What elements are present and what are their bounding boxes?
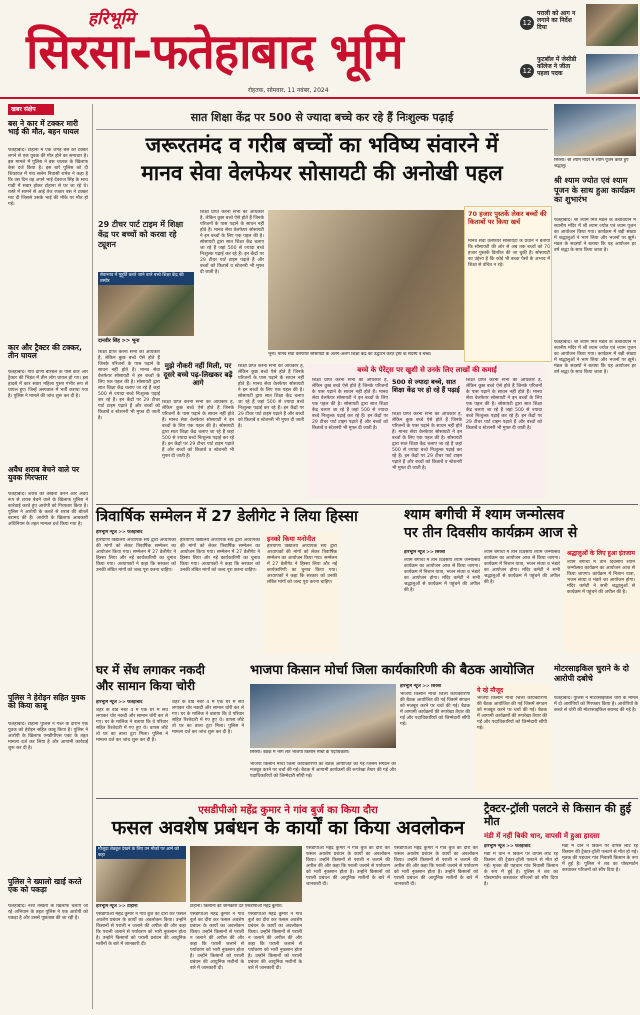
lead-subhead: बच्चे के पेरेंट्स पर खुशी से उनके लिए लाखों की कमाई — [357, 366, 497, 374]
teaser-1[interactable] — [520, 4, 638, 50]
sidebar-tag: खबर संक्षेप — [8, 104, 54, 115]
lead-photo-small — [98, 272, 194, 336]
sammelan-byline: हरिभूमि न्यूज >> फतेहाबाद — [96, 530, 143, 535]
bjp-byline: हरिभूमि न्यूज >> सिरसा — [400, 684, 442, 689]
lead-body-col4: शिक्षा प्राप्त करना सभी का अधिकार है, लेकिन कुछ बच्चे ऐसे होते हैं जिनके परिजनों के पास पढ़ाने के साधन नहीं होते हैं। मानव सेवा वेलफेयर सोसायटी ने इन बच्चों के लिए एक पहल की है। सोसायटी द्वारा सात शिक्षा केंद्र चलाए जा रहे हैं जहां 500 से ज्यादा बच्चे निःशुल्क पढ़ाई कर रहे हैं। इन केंद्रों पर 29 टीचर पार्ट टाइम पढ़ाते हैं और बच्चों को किताबें व स्टेशनरी भी मुफ्त दी जाती है। — [238, 364, 304, 429]
teaser-2[interactable] — [520, 52, 638, 96]
brief-body: फतेहाबाद। शराब की तस्करी करने और अवैध रूप से शराब बेचने वाले के खिलाफ पुलिस ने कार्रवाई करते हुए आरोपी को गिरफ्तार किया है। पुलिस ने आरोपी के कब्जे से शराब की बोतलें बरामद की हैं। आरोपी के खिलाफ आबकारी अधिनियम के तहत मामला दर्ज किया गया है। — [8, 492, 88, 527]
bjp-body: भाजपा किसान मोर्चा जिला कार्यकारिणी की बैठक आयोजित की गई जिसमें संगठन को मजबूत करने पर चर्चा की गई। बैठक में आगामी कार्यक्रमों की रूपरेखा तैयार की गई और पदाधिकारियों को जिम्मेदारी सौंपी गई। — [400, 692, 470, 727]
shyam-box-body: श्याम बगीची में तीन दिवसीय श्याम जन्मोत्सव कार्यक्रम का आयोजन आज से किया जाएगा। कार्यक्रम में निशान यात्रा, भजन संध्या व भंडारे का आयोजन होगा। मंदिर कमेटी ने सभी श्रद्धालुओं से कार्यक्रम में पहुंचने की अपील की है। — [567, 560, 635, 595]
brief-body: फतेहाबाद। टोहाना में एक जगह बस की टक्कर लगने से एक युवक की मौत होने का समाचार है। इस मामले में पुलिस ने बस चालक के खिलाफ केस दर्ज किया है। इस बारे पुलिस को दी शिकायत में गांव सलेम निवासी रामेश ने कहा है कि उस दिन वह अपने भाई देवराज सिंह के साथ गाड़ी में सवार होकर टोहाना से घर जा रहे थे। रास्ते में सामने से आई तेज रफ्तार बस ने टक्कर मार दी जिससे उसके भाई की मौके पर मौत हो गई। — [8, 148, 88, 207]
photo-label: सेवाभाव में मुहूर्ति करते जाने वाले बच्चे शिक्षा केंद्र की तस्वीर — [98, 272, 194, 285]
right-headline[interactable]: श्री श्याम ज्योत एवं श्याम पूजन के साथ हुआ कार्यक्रम का शुभारंभ — [554, 176, 636, 204]
lead-body-col1: शिक्षा प्राप्त करना सभी का अधिकार है, लेकिन कुछ बच्चे ऐसे होते हैं जिनके परिजनों के पास पढ़ाने के साधन नहीं होते हैं। मानव सेवा वेलफेयर सोसायटी ने इन बच्चों के लिए एक पहल की है। सोसायटी द्वारा सात शिक्षा केंद्र चलाए जा रहे हैं जहां 500 से ज्यादा बच्चे निःशुल्क पढ़ाई कर रहे हैं। इन केंद्रों पर 29 टीचर पार्ट टाइम पढ़ाते हैं और बच्चों को किताबें व स्टेशनरी भी मुफ्त दी जाती है। — [200, 210, 264, 275]
bjp-caption: सिरसा। बैठक में भाग लेते भाजपा किसान मोर्चा के पदाधिकारी। — [250, 750, 350, 755]
lead-kicker[interactable]: सात शिक्षा केंद्र पर 500 से ज्यादा बच्चे कर रहे हैं निःशुल्क पढ़ाई — [96, 110, 548, 130]
lead-byline: दानवीर सिंह >> भूना — [98, 338, 140, 344]
lead-headline-2[interactable]: मानव सेवा वेलफेयर सोसायटी की अनोखी पहल — [141, 161, 503, 185]
tractor-body-2: मंडी में धान न बिकने पर वापस लौट रहे किसान की ट्रैक्टर-ट्रॉली पलटने से मौत हो गई। मृतक की पहचान गांव निवासी किसान के रूप में हुई है। पुलिस ने शव का पोस्टमार्टम करवाकर परिजनों को सौंप दिया है। — [562, 844, 638, 873]
teaser-text: पराली को आग न लगाने का निर्देश दिया — [537, 10, 576, 31]
shyam-box — [564, 548, 638, 654]
bjp-box-body: भाजपा किसान मोर्चा जिला कार्यकारिणी की बैठक आयोजित की गई जिसमें संगठन को मजबूत करने पर चर्चा की गई। बैठक में आगामी कार्यक्रमों की रूपरेखा तैयार की गई और पदाधिकारियों को जिम्मेदारी सौंपी गई। — [477, 696, 547, 731]
books-box-body: मानव सेवा वेलफेयर सोसायटी के प्रधान ने बताया कि सोसायटी की ओर से अब तक बच्चों को 70 हजार पुस्तकें वितरित की जा चुकी हैं। सोसायटी का उद्देश्य है कि कोई भी बच्चा पैसों के अभाव में शिक्षा से वंचित न रहे। — [468, 239, 550, 268]
tractor-byline: हरिभूमि न्यूज >> फतेहाबाद — [484, 844, 531, 849]
teaser-photo — [586, 4, 638, 46]
bjp-photo — [250, 684, 396, 748]
bjp-story — [250, 664, 550, 794]
books-box-headline[interactable]: 70 हजार पुस्तकें लेकर बच्चों की किताबों पर किया खर्च — [468, 210, 547, 226]
sammelan-body-2: हरियाणा विद्यालय अध्यापक संघ द्वारा अध्यापकों की मांगों को लेकर त्रिवार्षिक सम्मेलन का आयोजन किया गया। सम्मेलन में 27 डेलीगेट ने हिस्सा लिया और नई कार्यकारिणी का चुनाव किया गया। अध्यापकों ने कहा कि सरकार को उनकी लंबित मांगों को जल्द पूरा करना चाहिए। — [180, 538, 260, 573]
crop-body-3: एसडीपीओ महेंद्र कुमार ने गांव बुर्ज का दौरा कर फसल अवशेष प्रबंधन के कार्यों का अवलोकन किया। उन्होंने किसानों से पराली न जलाने की अपील की और कहा कि पराली जलाने से पर्यावरण को भारी नुकसान होता है। उन्होंने किसानों को पराली प्रबंधन की आधुनिक मशीनों के बारे में जानकारी दी। — [248, 912, 302, 971]
crop-byline: हरिभूमि न्यूज >> टोहाना — [96, 904, 138, 909]
crop-headline[interactable]: फसल अवशेष प्रबंधन के कार्यों का किया अवलोकन — [111, 817, 465, 839]
lead-subhead-box — [308, 364, 546, 498]
page-title: सिरसा-फतेहाबाद भूमि — [26, 24, 403, 80]
crop-body-2: एसडीपीओ महेंद्र कुमार ने गांव बुर्ज का दौरा कर फसल अवशेष प्रबंधन के कार्यों का अवलोकन किया। उन्होंने किसानों से पराली न जलाने की अपील की और कहा कि पराली जलाने से पर्यावरण को भारी नुकसान होता है। उन्होंने किसानों को पराली प्रबंधन की आधुनिक मशीनों के बारे में जानकारी दी। — [190, 912, 244, 971]
moto-story — [554, 664, 638, 794]
shyam-headline-2[interactable]: पर तीन दिवसीय कार्यक्रम आज से — [404, 525, 578, 541]
brief-headline[interactable]: बस ने कार में टक्कर मारी भाई की मौत, बहन घायल — [8, 119, 79, 137]
tractor-story — [484, 802, 638, 1010]
crop-body-4: एसडीपीओ महेंद्र कुमार ने गांव बुर्ज का दौरा कर फसल अवशेष प्रबंधन के कार्यों का अवलोकन किया। उन्होंने किसानों से पराली न जलाने की अपील की और कहा कि पराली जलाने से पर्यावरण को भारी नुकसान होता है। उन्होंने किसानों को पराली प्रबंधन की आधुनिक मशीनों के बारे में जानकारी दी। — [306, 846, 390, 887]
dateline: रोहतक, सोमवार, 11 नवंबर, 2024 — [248, 87, 329, 94]
theft-body-2: शहर के वार्ड नंबर 4 में एक घर में सेंध लगाकर चोर नकदी और सामान चोरी कर ले गए। घर के मालिक ने बताया कि वे परिवार सहित रिश्तेदारी में गए हुए थे। वापस लौटे तो घर का ताला टूटा मिला। पुलिस ने मामला दर्ज कर जांच शुरू कर दी है। — [172, 700, 244, 735]
lead-side-head: 500 से ज्यादा बच्चे, सात शिक्षा केंद्र पर हो रहे हैं पढ़ाई — [392, 378, 460, 394]
right-top-photo — [554, 104, 636, 156]
crop-body-5: एसडीपीओ महेंद्र कुमार ने गांव बुर्ज का दौरा कर फसल अवशेष प्रबंधन के कार्यों का अवलोकन किया। उन्होंने किसानों से पराली न जलाने की अपील की और कहा कि पराली जलाने से पर्यावरण को भारी नुकसान होता है। उन्होंने किसानों को पराली प्रबंधन की आधुनिक मशीनों के बारे में जानकारी दी। — [394, 846, 478, 887]
crop-kicker[interactable]: एसडीपीओ महेंद्र कुमार ने गांव बुर्ज का किया दौरा — [198, 805, 378, 816]
brief-headline[interactable]: पुलिस ने हेरोइन सहित युवक को किया काबू — [8, 693, 86, 711]
lead-quote: मुझे नौकरी नहीं मिली, पर दूसरे बच्चे पढ़-लिखकर बढ़ें आगे — [163, 362, 233, 387]
tractor-body: मंडी में धान न बिकने पर वापस लौट रहे किसान की ट्रैक्टर-ट्रॉली पलटने से मौत हो गई। मृतक की पहचान गांव निवासी किसान के रूप में हुई है। पुलिस ने शव का पोस्टमार्टम करवाकर परिजनों को सौंप दिया है। — [484, 852, 558, 887]
lead-headline-1[interactable]: जरूरतमंद व गरीब बच्चों का भविष्य संवारने में — [145, 133, 499, 157]
column-rule — [92, 104, 93, 1009]
masthead — [0, 0, 520, 98]
bjp-box-headline: ये रहे मौजूद — [477, 687, 504, 694]
sidebar — [8, 104, 88, 1009]
bjp-box — [474, 684, 550, 792]
bjp-headline[interactable]: भाजपा किसान मोर्चा जिला कार्यकारिणी की बैठक आयोजित — [250, 663, 534, 678]
books-box — [464, 206, 552, 362]
teaser-text: फुटबॉल में जेसीडी कॉलेज ने जीता पहला पदक — [537, 56, 577, 77]
brief-body: फतेहाबाद। टोहाना पुलिस ने गश्त के दौरान एक युवक को हेरोइन सहित काबू किया है। पुलिस ने आरोपी के खिलाफ एनडीपीएस एक्ट के तहत मामला दर्ज कर लिया है और आगामी कार्रवाई शुरू कर दी है। — [8, 722, 88, 751]
theft-headline-1[interactable]: घर में सेंध लगाकर नकदी — [96, 663, 205, 677]
brief-body: फतेहाबाद। गांव ढाणी बीरबल के पास कार और ट्रैक्टर की भिड़ंत में तीन लोग घायल हो गए। इस हादसे में कार सवार महिला पुरुष गंभीर रूप से घायल हुए। जिन्हें अस्पताल में भर्ती कराया गया है। पुलिस ने मामले की जांच शुरू कर दी है। — [8, 370, 88, 399]
tractor-headline[interactable]: ट्रैक्टर-ट्रॉली पलटने से किसान की हुई मौत — [484, 802, 632, 828]
shyam-story — [404, 508, 638, 658]
section-divider — [96, 798, 638, 799]
right-top-caption: सिरसा। श्री श्याम मंदिर में श्याम पूजन करते हुए श्रद्धालु। — [554, 158, 629, 169]
sammelan-body: हरियाणा विद्यालय अध्यापक संघ द्वारा अध्यापकों की मांगों को लेकर त्रिवार्षिक सम्मेलन का आयोजन किया गया। सम्मेलन में 27 डेलीगेट ने हिस्सा लिया और नई कार्यकारिणी का चुनाव किया गया। अध्यापकों ने कहा कि सरकार को उनकी लंबित मांगों को जल्द पूरा करना चाहिए। — [96, 538, 176, 573]
right-body: फतेहाबाद। श्री श्याम मित्र मंडल के तत्वावधान में स्थानीय मंदिर में श्री श्याम ज्योत एवं श्याम पूजन का आयोजन किया गया। कार्यक्रम में बड़ी संख्या में श्रद्धालुओं ने भाग लिया और भजनों पर झूमे। मंडल के सदस्यों ने बताया कि यह आयोजन हर वर्ष श्रद्धा के साथ किया जाता है। — [554, 218, 636, 253]
shyam-headline-1[interactable]: श्याम बगीची में श्याम जन्मोत्सव — [404, 507, 565, 523]
crop-photo-caption: टोहाना। किसानों को जानकारी देते एसडीपीओ महेंद्र कुमार। — [190, 904, 283, 909]
sammelan-story — [96, 508, 396, 658]
lead-teaser: 29 टीचर पार्ट टाइम में शिक्षा केंद्र पर बच्चों को करवा रहे ट्यूशन — [98, 220, 184, 249]
lead-body-col3: शिक्षा प्राप्त करना सभी का अधिकार है, लेकिन कुछ बच्चे ऐसे होते हैं जिनके परिजनों के पास पढ़ाने के साधन नहीं होते हैं। मानव सेवा वेलफेयर सोसायटी ने इन बच्चों के लिए एक पहल की है। सोसायटी द्वारा सात शिक्षा केंद्र चलाए जा रहे हैं जहां 500 से ज्यादा बच्चे निःशुल्क पढ़ाई कर रहे हैं। इन केंद्रों पर 29 टीचर पार्ट टाइम पढ़ाते हैं और बच्चों को किताबें व स्टेशनरी भी मुफ्त दी जाती है। — [162, 400, 234, 459]
sammelan-headline[interactable]: त्रिवार्षिक सम्मेलन में 27 डेलीगेट ने लिया हिस्सा — [96, 507, 358, 525]
lead-body-col5: शिक्षा प्राप्त करना सभी का अधिकार है, लेकिन कुछ बच्चे ऐसे होते हैं जिनके परिजनों के पास पढ़ाने के साधन नहीं होते हैं। मानव सेवा वेलफेयर सोसायटी ने इन बच्चों के लिए एक पहल की है। सोसायटी द्वारा सात शिक्षा केंद्र चलाए जा रहे हैं जहां 500 से ज्यादा बच्चे निःशुल्क पढ़ाई कर रहे हैं। इन केंद्रों पर 29 टीचर पार्ट टाइम पढ़ाते हैं और बच्चों को किताबें व स्टेशनरी भी मुफ्त दी जाती है। — [466, 378, 542, 431]
brief-body: फतेहाबाद। नशा तस्करों के खिलाफ चलाए जा रहे अभियान के तहत पुलिस ने एक आरोपी को पकड़ा है और उससे पूछताछ की जा रही है। — [8, 904, 88, 921]
inline-box-body: हरियाणा विद्यालय अध्यापक संघ द्वारा अध्यापकों की मांगों को लेकर त्रिवार्षिक सम्मेलन का आयोजन किया गया। सम्मेलन में 27 डेलीगेट ने हिस्सा लिया और नई कार्यकारिणी का चुनाव किया गया। अध्यापकों ने कहा कि सरकार को उनकी लंबित मांगों को जल्द पूरा करना चाहिए। — [267, 544, 337, 585]
lead-photo-caption: भूना। मानव सेवा वेलफेयर सोसायटी के अलग-अलग शिक्षा केंद्र का उद्घाटन करते ट्रस्ट के सदस्य व बच्चे। — [268, 352, 432, 357]
theft-story — [96, 664, 246, 794]
moto-headline[interactable]: मोटरसाइकिल चुराने के दो आरोपी दबोचे — [554, 664, 629, 683]
shyam-body: श्याम बगीची में तीन दिवसीय श्याम जन्मोत्सव कार्यक्रम का आयोजन आज से किया जाएगा। कार्यक्रम में निशान यात्रा, भजन संध्या व भंडारे का आयोजन होगा। मंदिर कमेटी ने सभी श्रद्धालुओं से कार्यक्रम में पहुंचने की अपील की है। — [404, 558, 480, 593]
crop-photo-2 — [190, 846, 302, 902]
brief-headline[interactable]: कार और ट्रैक्टर की टक्कर, तीन घायल — [8, 343, 82, 361]
crop-photo-1 — [96, 846, 186, 902]
teaser-photo — [586, 54, 638, 94]
right-extra-body: फतेहाबाद। श्री श्याम मित्र मंडल के तत्वावधान में स्थानीय मंदिर में श्री श्याम ज्योत एवं श्याम पूजन का आयोजन किया गया। कार्यक्रम में बड़ी संख्या में श्रद्धालुओं ने भाग लिया और भजनों पर झूमे। मंडल के सदस्यों ने बताया कि यह आयोजन हर वर्ष श्रद्धा के साथ किया जाता है। — [554, 340, 636, 375]
teaser-page-badge: 12 — [520, 64, 534, 78]
photo-label: मौजूदा शेड्यूल देखने के लिए उन मौकों पर आने को कहा — [96, 846, 186, 859]
lead-body-col2: शिक्षा प्राप्त करना सभी का अधिकार है, लेकिन कुछ बच्चे ऐसे होते हैं जिनके परिजनों के पास पढ़ाने के साधन नहीं होते हैं। मानव सेवा वेलफेयर सोसायटी ने इन बच्चों के लिए एक पहल की है। सोसायटी द्वारा सात शिक्षा केंद्र चलाए जा रहे हैं जहां 500 से ज्यादा बच्चे निःशुल्क पढ़ाई कर रहे हैं। इन केंद्रों पर 29 टीचर पार्ट टाइम पढ़ाते हैं और बच्चों को किताबें व स्टेशनरी भी मुफ्त दी जाती है। — [98, 350, 160, 421]
theft-body: शहर के वार्ड नंबर 4 में एक घर में सेंध लगाकर चोर नकदी और सामान चोरी कर ले गए। घर के मालिक ने बताया कि वे परिवार सहित रिश्तेदारी में गए हुए थे। वापस लौटे तो घर का ताला टूटा मिला। पुलिस ने मामला दर्ज कर जांच शुरू कर दी है। — [96, 708, 168, 743]
theft-headline-2[interactable]: और सामान किया चोरी — [96, 679, 196, 693]
crop-body-1: एसडीपीओ महेंद्र कुमार ने गांव बुर्ज का दौरा कर फसल अवशेष प्रबंधन के कार्यों का अवलोकन किया। उन्होंने किसानों से पराली न जलाने की अपील की और कहा कि पराली जलाने से पर्यावरण को भारी नुकसान होता है। उन्होंने किसानों को पराली प्रबंधन की आधुनिक मशीनों के बारे में जानकारी दी। — [96, 912, 186, 947]
teaser-page-badge: 12 — [520, 16, 534, 30]
bjp-body-2: भाजपा किसान मोर्चा जिला कार्यकारिणी की बैठक आयोजित की गई जिसमें संगठन को मजबूत करने पर चर्चा की गई। बैठक में आगामी कार्यक्रमों की रूपरेखा तैयार की गई और पदाधिकारियों को जिम्मेदारी सौंपी गई। — [250, 762, 396, 779]
moto-body: फतेहाबाद। पुलिस ने मोटरसाइकिल चोरी के मामले में दो आरोपियों को गिरफ्तार किया है। आरोपियों के कब्जे से चोरी की मोटरसाइकिल बरामद की गई है। — [554, 696, 638, 713]
crop-story — [96, 802, 480, 1010]
shyam-byline: हरिभूमि न्यूज >> सिरसा — [404, 550, 446, 555]
masthead-divider — [0, 97, 640, 99]
inline-box-headline: इनको किया मनोनीत — [267, 535, 316, 543]
shyam-body-2: श्याम बगीची में तीन दिवसीय श्याम जन्मोत्सव कार्यक्रम का आयोजन आज से किया जाएगा। कार्यक्रम में निशान यात्रा, भजन संध्या व भंडारे का आयोजन होगा। मंदिर कमेटी ने सभी श्रद्धालुओं से कार्यक्रम में पहुंचने की अपील की है। — [484, 550, 560, 585]
brand-logo: हरिभूमि — [88, 9, 135, 29]
brief-headline[interactable]: अवैध शराब बेचने वाले पर युवक गिरफ्तार — [8, 465, 80, 483]
theft-byline: हरिभूमि न्यूज >> फतेहाबाद — [96, 700, 143, 705]
brief-headline[interactable]: पुलिस ने ख्यालो खाई करते एक को पकड़ा — [8, 877, 82, 895]
lead-subhead-body: शिक्षा प्राप्त करना सभी का अधिकार है, लेकिन कुछ बच्चे ऐसे होते हैं जिनके परिजनों के पास पढ़ाने के साधन नहीं होते हैं। मानव सेवा वेलफेयर सोसायटी ने इन बच्चों के लिए एक पहल की है। सोसायटी द्वारा सात शिक्षा केंद्र चलाए जा रहे हैं जहां 500 से ज्यादा बच्चे निःशुल्क पढ़ाई कर रहे हैं। इन केंद्रों पर 29 टीचर पार्ट टाइम पढ़ाते हैं और बच्चों को किताबें व स्टेशनरी भी मुफ्त दी जाती है। — [312, 378, 388, 431]
shyam-box-headline: श्रद्धालुओं के लिए हुआ इंतजाम — [567, 550, 635, 557]
inline-box — [264, 532, 340, 654]
tractor-kicker: मंडी में नहीं बिकी धान, वापसी में हुआ हादसा — [484, 832, 600, 840]
lead-side-body: शिक्षा प्राप्त करना सभी का अधिकार है, लेकिन कुछ बच्चे ऐसे होते हैं जिनके परिजनों के पास पढ़ाने के साधन नहीं होते हैं। मानव सेवा वेलफेयर सोसायटी ने इन बच्चों के लिए एक पहल की है। सोसायटी द्वारा सात शिक्षा केंद्र चलाए जा रहे हैं जहां 500 से ज्यादा बच्चे निःशुल्क पढ़ाई कर रहे हैं। इन केंद्रों पर 29 टीचर पार्ट टाइम पढ़ाते हैं और बच्चों को किताबें व स्टेशनरी भी मुफ्त दी जाती है। — [392, 412, 462, 471]
section-divider — [96, 504, 638, 505]
